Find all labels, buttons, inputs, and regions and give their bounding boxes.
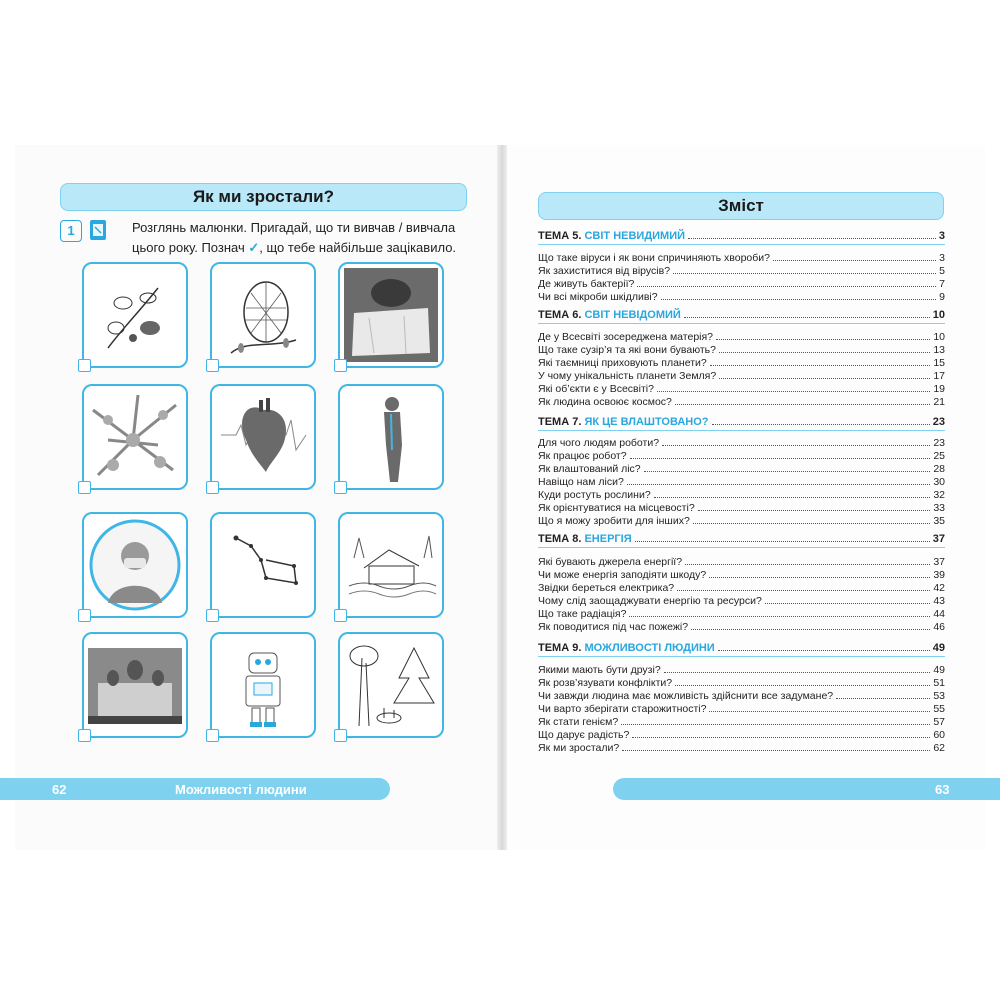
toc-leader-dots [693,523,931,524]
toc-item-row[interactable] [538,342,945,356]
left-footer [0,778,390,800]
toc-page-number: 46 [933,621,945,633]
toc-item-row[interactable] [538,500,945,514]
right-page-title: Зміст [538,192,944,220]
flooded-house-icon [344,518,438,612]
toc-item-row[interactable] [538,368,945,382]
toc-item-row[interactable] [538,701,945,715]
toc-item-row[interactable] [538,727,945,741]
toc-theme-divider [538,656,945,657]
toc-page-number: 37 [933,556,945,568]
toc-theme-name: СВІТ НЕВИДИМИЙ [584,230,686,242]
toc-page-number: 17 [933,370,945,382]
toc-item-row[interactable] [538,263,945,277]
heart-icon [216,390,310,484]
toc-title [538,230,685,242]
toc-page-number: 23 [933,437,945,449]
toc-page-number: 10 [933,331,945,343]
toc-title: Де у Всесвіті зосереджена матерія? [538,331,714,343]
image-card-forest [338,632,444,738]
toc-leader-dots [629,616,930,617]
toc-item-row[interactable] [538,619,945,633]
ice-house-photo-icon [344,268,438,362]
human-silhouette-icon [344,390,438,484]
toc-theme-row[interactable] [538,531,945,545]
toc-title: Чи завжди людина має можливість здійснити все задумане? [538,690,834,702]
toc-leader-dots [627,484,931,485]
checkbox[interactable] [334,359,347,372]
checkbox[interactable] [78,729,91,742]
toc-title: Які таємниці приховують планети? [538,357,707,369]
toc-page-number: 37 [932,533,945,545]
toc-theme-name: СВІТ НЕВІДОМИЙ [584,309,681,321]
toc-item-row[interactable] [538,593,945,607]
image-card-heart [210,384,316,490]
checkbox[interactable] [78,609,91,622]
checkbox[interactable] [206,359,219,372]
toc-title: Як стати генієм? [538,716,619,728]
image-card-network [82,384,188,490]
toc-item-row[interactable] [538,448,945,462]
toc-theme-row[interactable] [538,307,945,321]
toc-leader-dots [621,724,930,725]
toc-page-number: 5 [939,265,945,277]
toc-title: Які об’єкти є у Всесвіті? [538,383,654,395]
checkbox[interactable] [78,481,91,494]
toc-item-row[interactable] [538,662,945,676]
toc-item-row[interactable] [538,474,945,488]
toc-page-number: 3 [939,252,945,264]
toc-title [538,309,681,321]
toc-item-row[interactable] [538,394,945,408]
checkbox[interactable] [78,359,91,372]
image-card-plant [82,262,188,368]
image-card-robot [210,632,316,738]
toc-item-row[interactable] [538,513,945,527]
toc-page-number: 13 [933,344,945,356]
toc-title: Як поводитися під час пожежі? [538,621,689,633]
toc-title: Звідки береться електрика? [538,582,675,594]
toc-leader-dots [710,365,931,366]
toc-title: Куди ростуть рослини? [538,489,651,501]
toc-leader-dots [691,629,930,630]
toc-page-number: 30 [933,476,945,488]
toc-leader-dots [677,590,930,591]
toc-leader-dots [709,577,930,578]
toc-page-number: 53 [933,690,945,702]
toc-page-number: 19 [933,383,945,395]
toc-page-number: 42 [933,582,945,594]
toc-title: Що дарує радість? [538,729,630,741]
toc-title: Що таке віруси і як вони спричиняють хвороби? [538,252,770,264]
toc-title: Як захиститися від вірусів? [538,265,671,277]
toc-leader-dots [765,603,930,604]
checkbox[interactable] [334,481,347,494]
toc-page-number: 43 [933,595,945,607]
toc-page-number: 44 [933,608,945,620]
toc-leader-dots [716,339,930,340]
checkbox[interactable] [206,481,219,494]
task-text-part2: , що тебе найбільше зацікавило. [259,240,457,255]
toc-title: Що таке радіація? [538,608,627,620]
toc-leader-dots [635,541,930,542]
toc-item-row[interactable] [538,329,945,343]
toc-leader-dots [709,711,930,712]
toc-theme-label: ТЕМА 7. [538,416,582,428]
left-page-number: 62 [52,782,67,797]
toc-leader-dots [673,273,936,274]
toc-leader-dots [718,650,930,651]
toc-page-number: 28 [933,463,945,475]
toc-leader-dots [664,672,931,673]
checkmark-icon: ✓ [248,240,260,255]
toc-title: Як розв’язувати конфлікти? [538,677,673,689]
toc-title: Як людина освоює космос? [538,396,672,408]
toc-title: Чи варто зберігати старожитності? [538,703,707,715]
toc-item-row[interactable] [538,714,945,728]
image-card-flood [338,512,444,618]
notebook-icon [88,218,108,242]
toc-leader-dots [661,299,937,300]
toc-page-number: 7 [939,278,945,290]
toc-item-row[interactable] [538,355,945,369]
toc-page-number: 10 [932,309,945,321]
toc-leader-dots [630,458,931,459]
toc-page-number: 33 [933,502,945,514]
toc-leader-dots [719,352,930,353]
toc-leader-dots [662,445,930,446]
toc-theme-label: ТЕМА 9. [538,642,582,654]
constellation-icon [216,518,310,612]
toc-item-row[interactable] [538,554,945,568]
checkbox[interactable] [334,609,347,622]
toc-title: Чи всі мікроби шкідливі? [538,291,658,303]
toc-title: Які бувають джерела енергії? [538,556,683,568]
toc-leader-dots [698,510,931,511]
toc-theme-divider [538,430,945,431]
image-card-egg [210,262,316,368]
toc-title: Як влаштований ліс? [538,463,641,475]
toc-item-row[interactable] [538,675,945,689]
toc-item-row[interactable] [538,276,945,290]
cathedral-photo-icon [88,638,182,732]
robot-icon [216,638,310,732]
image-card-photo [338,262,444,368]
toc-theme-name: МОЖЛИВОСТІ ЛЮДИНИ [584,642,715,654]
toc-theme-row[interactable] [538,228,945,242]
checkbox[interactable] [206,609,219,622]
toc-theme-name: ЯК ЦЕ ВЛАШТОВАНО? [584,416,709,428]
toc-theme-divider [538,323,945,324]
toc-item-row[interactable] [538,435,945,449]
toc-page-number: 49 [933,664,945,676]
toc-leader-dots [688,238,936,239]
toc-theme-label: ТЕМА 8. [538,533,582,545]
toc-title: Як ми зростали? [538,742,620,754]
toc-title: У чому унікальність планети Земля? [538,370,717,382]
toc-theme-name: ЕНЕРГІЯ [584,533,632,545]
toc-title [538,416,709,428]
forest-drawing-icon [344,638,438,732]
toc-page-number: 60 [933,729,945,741]
right-page-number: 63 [935,782,950,797]
toc-leader-dots [644,471,931,472]
toc-item-row[interactable] [538,606,945,620]
toc-leader-dots [719,378,930,379]
easter-egg-icon [216,268,310,362]
toc-page-number: 57 [933,716,945,728]
toc-title: Навіщо нам ліси? [538,476,624,488]
toc-leader-dots [654,497,931,498]
toc-title: Що таке сузір’я та які вони бувають? [538,344,716,356]
toc-page-number: 62 [933,742,945,754]
toc-leader-dots [675,404,930,405]
toc-title: Як орієнтуватися на місцевості? [538,502,695,514]
toc-item-row[interactable] [538,580,945,594]
toc-leader-dots [712,424,930,425]
toc-page-number: 21 [933,396,945,408]
toc-leader-dots [632,737,930,738]
toc-page-number: 39 [933,569,945,581]
toc-leader-dots [657,391,930,392]
toc-title: Чому слід заощаджувати енергію та ресурси? [538,595,762,607]
toc-leader-dots [836,698,930,699]
task-number: 1 [60,220,82,242]
image-card-mask [82,512,188,618]
toc-item-row[interactable] [538,487,945,501]
left-page-title: Як ми зростали? [60,183,467,211]
toc-title: Що я можу зробити для інших? [538,515,690,527]
toc-page-number: 49 [932,642,945,654]
toc-leader-dots [773,260,936,261]
toc-item-row[interactable] [538,250,945,264]
toc-page-number: 9 [939,291,945,303]
left-footer-section: Можливості людини [175,782,307,797]
checkbox[interactable] [206,729,219,742]
toc-page-number: 55 [933,703,945,715]
right-footer [613,778,1000,800]
book-spine [497,145,507,850]
toc-page-number: 35 [933,515,945,527]
toc-page-number: 3 [938,230,945,242]
toc-theme-divider [538,244,945,245]
toc-theme-row[interactable] [538,640,945,654]
toc-item-row[interactable] [538,381,945,395]
toc-title [538,533,632,545]
toc-leader-dots [675,685,930,686]
toc-leader-dots [685,564,930,565]
toc-title: Для чого людям роботи? [538,437,660,449]
toc-theme-label: ТЕМА 5. [538,230,582,242]
image-card-constellation [210,512,316,618]
toc-page-number: 25 [933,450,945,462]
task-text-part1: Розглянь малюнки. Пригадай, що ти вивчав / вивчала цього року. Познач [132,220,456,255]
toc-theme-divider [538,547,945,548]
task-instruction [132,218,472,258]
toc-leader-dots [622,750,930,751]
image-card-cathedral [82,632,188,738]
image-card-human [338,384,444,490]
toc-theme-label: ТЕМА 6. [538,309,582,321]
toc-theme-row[interactable] [538,414,945,428]
toc-page-number: 32 [933,489,945,501]
toc-title: Як працює робот? [538,450,627,462]
toc-item-row[interactable] [538,688,945,702]
toc-leader-dots [684,317,930,318]
toc-page-number: 23 [932,416,945,428]
neural-network-icon [88,390,182,484]
toc-title: Якими мають бути друзі? [538,664,661,676]
checkbox[interactable] [334,729,347,742]
toc-page-number: 15 [933,357,945,369]
toc-item-row[interactable] [538,740,945,754]
toc-title [538,642,715,654]
toc-title: Де живуть бактерії? [538,278,635,290]
toc-page-number: 51 [933,677,945,689]
toc-item-row[interactable] [538,567,945,581]
plant-drawing-icon [88,268,182,362]
toc-leader-dots [637,286,936,287]
toc-title: Чи може енергія заподіяти шкоду? [538,569,707,581]
toc-item-row[interactable] [538,289,945,303]
toc-item-row[interactable] [538,461,945,475]
masked-person-icon [88,518,182,612]
